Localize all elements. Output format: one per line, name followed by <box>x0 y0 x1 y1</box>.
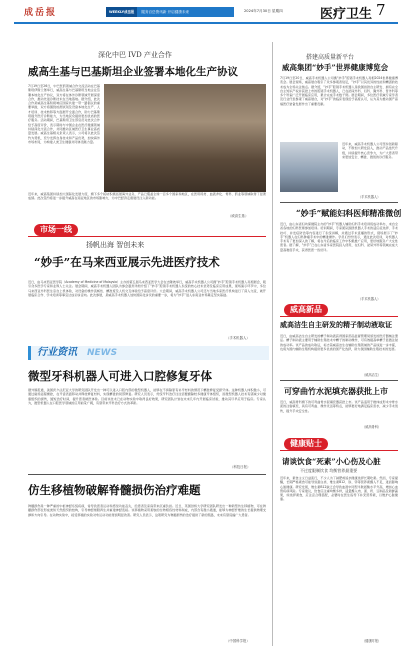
industry-news-label: 行业资讯 <box>37 347 77 358</box>
article1-photo <box>104 84 266 192</box>
article6-title: “妙手”赋能妇科医师精准微创 <box>296 208 402 218</box>
article1-subtitle: 深化中巴 IVD 产业合作 <box>98 51 172 59</box>
article4-author: （中国科学报） <box>226 639 250 643</box>
page-number: 7 <box>376 1 386 19</box>
column-divider <box>272 42 273 646</box>
new-products-banner <box>280 304 398 317</box>
article3-title: 微型牙科机器人可进入口腔修复牙体 <box>28 369 212 383</box>
article6-author: （手术机器人） <box>358 297 381 301</box>
article9-subtitle: 不过度限制饮食 均衡营养最重要 <box>300 468 358 473</box>
article4-title: 仿生移植物破解脊髓损伤治疗难题 <box>28 483 201 497</box>
new-products-tag: 威高新品 <box>284 304 328 316</box>
article4-body: 脊髓损伤是一种严重的中枢神经系统疾病，常导致患者运动和感觉功能丧失，给患者及家庭带来沉重负担。近日，英国剑桥大学研究团队研发出一种新型仿生移植物，可在脊髓损伤部位形成类似天然组织的结构，引导神经细胞再生并重建神经连接。该移植物采用柔软的生物相容性材料制成，内部含有微小通道，能够为神经纤维的生长提供物理支撑和方向引导。在动物实验中，接受移植的实验对象运动功能得到明显改善。研究人员表示，这项研究为脊髓损伤的治疗提供了新的思路，未来有望造福广大患者。 <box>28 504 266 517</box>
section-title: 医疗卫生 <box>320 7 373 22</box>
article1-body: 7月19日至26日，中巴医药领域合作交流活动在巴基斯坦伊斯兰堡举行，威高生基与巴基斯坦当地企业签署本地化生产协议，双方将在体外诊断领域开展深度合作，推动先进诊断技术在当地落地。据介绍，此次合作是威高生基积极响应国家共建一带一路倡议的重要举措，双方将围绕检测试剂及设备本地化生产、人才培训、技术转移等方面展开全面合作，助力巴基斯坦提升医疗诊断能力，为当地民众提供更加优质的医疗服务。活动期间，巴基斯坦卫生部官员对此次合作给予高度评价，表示期待与中国企业在医疗健康领域持续深化交流合作，共同推动区域医疗卫生事业高质量发展。威高生基相关负责人表示，公司将以此次签约为契机，充分发挥自身技术和产品优势，加快海外市场布局，为构建人类卫生健康共同体贡献力量。 <box>28 84 100 144</box>
article8-title: 可穿曲竹水泥填充器获批上市 <box>284 386 388 396</box>
article6-body: 近日，由山东省妇幼保健院主办的“妙手”机器人辅助妇科手术培训班成功举办，来自全省各地的妇科医师参加培训。培训期间，专家团队围绕机器人手术的适应症选择、手术技巧、并发症防治等内容进行了系统讲解，并通过手术直播的形式，现场展示了“妙手”机器人在妇科肿瘤手术中的精准操作。学员们纷纷表示，通过此次培训，对机器人手术有了更加深入的了解，将在今后的临床工作中积极推广应用，更好地服务广大女性患者。据了解，“妙手”已在山东省多家医院投入使用，在妇科、泌尿外科等领域完成大量高难度手术，获得医患一致好评。 <box>280 222 398 252</box>
masthead-nav <box>106 7 234 17</box>
article5-subtitle: 搭建高质量新平台 <box>306 54 355 61</box>
masthead <box>0 0 410 34</box>
article1-body2: 近年来，威高集团持续加大国际化发展力度，旗下多个板块积极拓展海外业务，产品已覆盖全球一百多个国家和地区，在医用耗材、血液净化、骨科、药业等领域取得了显著成绩。此次签约将进一步提升威高在南亚地区的市场影响力，为中巴经济走廊建设注入新动能。 <box>28 192 266 201</box>
nav-links: 服务百岳资讯新 开启健康未来 <box>141 9 190 14</box>
article7-author: （威高洁生） <box>362 373 382 377</box>
article2-body: 近日，由马来西亚医学院（Academy of Medicine of Malaysia）主办的第五届马来西亚医学大会在吉隆坡举行，威高手术机器人公司携“妙手”腔镜手术机器人亮相展会，吸引众多医学专家和业界人士关注。展会期间，威高手术机器人团队为参会嘉宾详细介绍了“妙手”腔镜手术机器人系统的核心技术优势及临床应用成果，现场演示环节中，多位马来西亚外科医生亲自上机体验，对设备的操作流畅性、精准度及人机交互体验给予高度评价。大会期间，威高手术机器人公司还与当地多家医疗机构进行了深入交流，就开展临床合作、学术培训等事宜达成初步意向。此次参展，是威高手术机器人加快国际化步伐的重要一步，将为“妙手”进入东南亚市场奠定坚实基础。 <box>28 280 266 297</box>
article2-author: （手术机器人） <box>226 336 250 340</box>
article2-title: “妙手”在马来西亚展示先进医疗技术 <box>34 255 220 269</box>
article5-body2: 近年来，威高手术机器人公司坚持创新驱动，不断加大研发投入，推动产品迭代升级，持续提升核心竞争力，为广大患者带来更加安全、精准、微创的诊疗服务。 <box>342 142 398 159</box>
health-tips-banner <box>280 438 398 451</box>
nav-badge: WEEKLY成岳报 <box>106 7 137 17</box>
industry-news-banner <box>28 346 269 360</box>
article9-author: （健康时报） <box>362 639 382 643</box>
article5-body: 7月19日至20日，威高手术机器人公司携“妙手”腔镜手术机器人亮相2024世界健康博览会。展会现场，威高展台吸引了众多参观者驻足，“妙手”以其优异的性能和精湛的技术成为全场关注焦点。据介绍，“妙手”腔镜手术机器人是我国首款自主研发、拥有完全自主知识产权并获批上市的腔镜手术机器人，已在泌尿外科、妇科、胸外科、普外科等多个科室广泛开展临床应用，累计完成手术数千例。展会期间，多位医疗领域专家学者及行业代表参观了威高展台，对“妙手”的临床表现给予高度认可，认为其为推动国产高端医疗装备发展作出了重要贡献。 <box>280 76 398 106</box>
article8-body: 近日，威高骨科旗下的可弯曲骨水泥填充器获批上市。该产品适用于椎体成形术中骨水泥的注射填充，具有可弯曲、操作灵活等特点，能够更好地满足临床需求，减少手术创伤，提升手术安全性。 <box>280 400 398 413</box>
article1-author: （威高生基） <box>228 214 249 218</box>
market-frontline-tag: 市场一线 <box>34 224 78 236</box>
article3-author: （科技日报） <box>230 465 251 469</box>
article7-title: 威高洁生自主研发的精子制动液取证 <box>280 320 392 329</box>
article1-title: 威高生基与巴基斯坦企业签署本地化生产协议 <box>28 66 238 78</box>
health-tips-tag: 健康贴士 <box>284 438 328 450</box>
article3-separator <box>28 474 266 475</box>
article7-body: 近日，由威高洁生自主研发的精子制动液获得国家药品监督管理局颁发的医疗器械注册证。精子制动液主要用于辅助生殖技术中精子的制动操作，可有效提高单精子显微注射的成功率。该产品的成功取证，标志着威高洁生在辅助生殖领域的产品线进一步丰富，也将为国内辅助生殖机构提供更多优质的国产化选择，助力我国辅助生殖技术的发展。 <box>280 334 398 351</box>
issue-date: 2024年7月30日 星期四 <box>244 9 283 13</box>
article5-separator <box>280 202 398 203</box>
article5-title: 威高集团“妙手”世界健康博览会 <box>282 63 389 72</box>
masthead-logo: 成岳报 <box>24 8 58 18</box>
industry-news-deco: NEWS <box>87 348 118 358</box>
article9-title: 请谈饮食“死素”小心伤及心脏 <box>282 457 381 466</box>
article2-subtitle: 扬帆出海 智创未来 <box>86 241 145 249</box>
article7-separator <box>280 380 398 381</box>
article5-author: （手术机器人） <box>358 195 381 199</box>
market-frontline-banner <box>28 224 266 237</box>
article9-body: 近年来，素食主义日益流行，不少人为了减肥或追求健康选择长期吃素。然而，专家提醒，长期严格素食可能导致蛋白质、维生素B12、铁、锌等营养素摄入不足，进而影响心脏健康。研究发现，维生素B12缺乏会导致血液中同型半胱氨酸水平升高，增加心血管疾病风险。专家建议，饮食应注重均衡多样，适量摄入肉、蛋、奶、豆制品及新鲜蔬果，如选择素食，应注意合理搭配，必要时在医生指导下补充营养素，以维护心脏健康。 <box>280 476 398 502</box>
article3-body: 据外媒报道，美国宾夕法尼亚大学的研究团队开发出一种可以进入口腔内部的微型机器人，能够在不拆除原有补牙材料的情况下精准修复受损牙体。这种机器人体积微小，可通过磁场远程操控，在牙齿表面移动并释放修复材料，实现精准的局部修复。研究人员表示，传统牙科治疗往往需要磨除较多健康牙体组织，而微型机器人技术有望减少对健康组织的损伤，缩短治疗时间，提升患者就医体验。目前该技术已在动物实验中取得良好效果，研究团队计划在未来几年内开展临床试验，推动其尽早应用于临床。专家认为，微型机器人在口腔医学领域的应用前景广阔，有望带来牙科治疗方式的革新。 <box>28 388 266 405</box>
article8-author: （威高骨科） <box>362 425 382 429</box>
article5-photo <box>280 142 338 192</box>
masthead-rule <box>14 22 398 24</box>
